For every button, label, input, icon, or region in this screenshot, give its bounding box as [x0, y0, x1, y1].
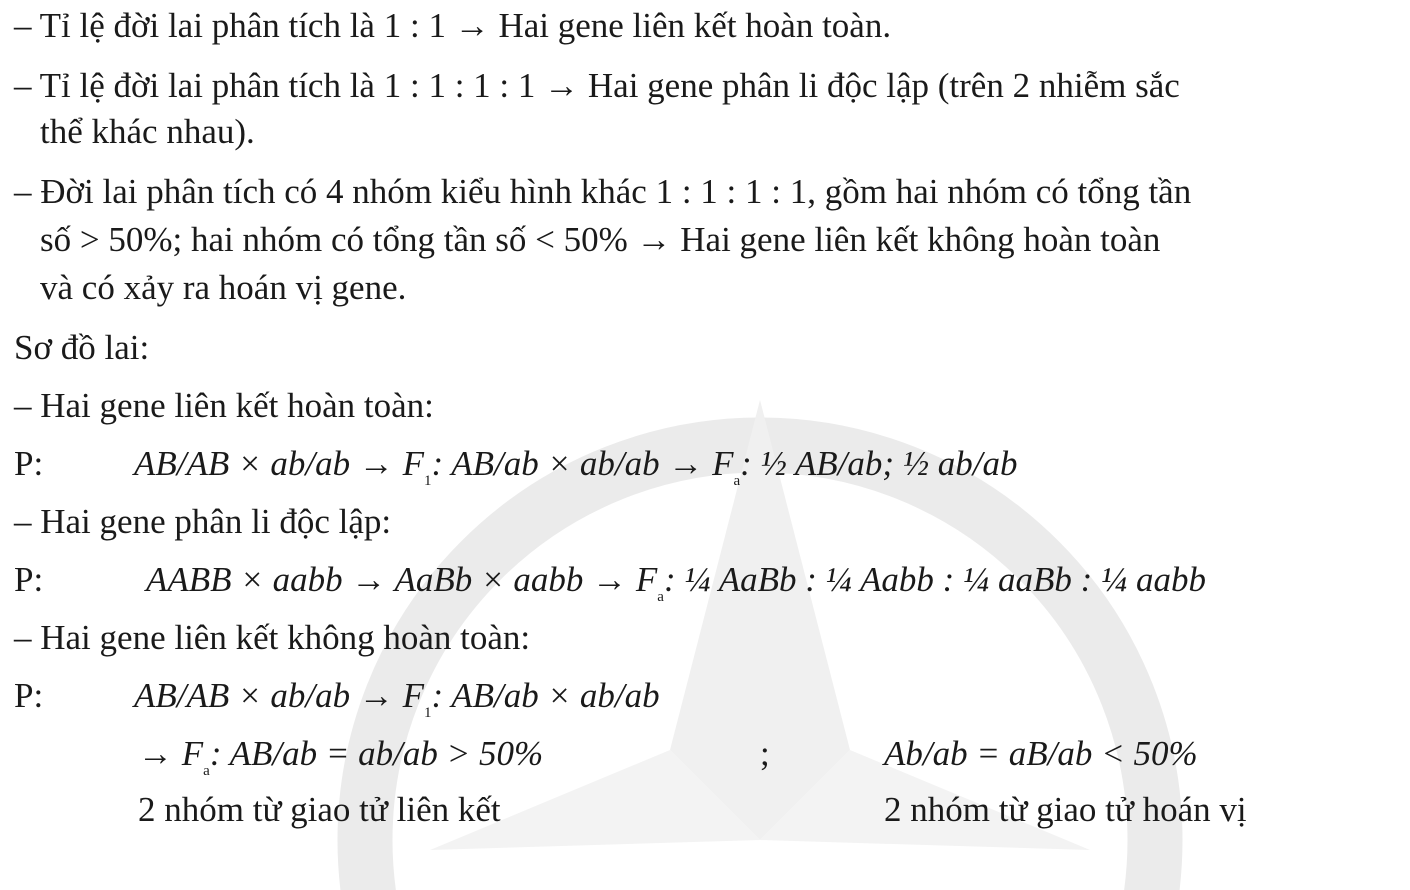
heading-lien-ket-hoan-toan: – Hai gene liên kết hoàn toàn: [14, 386, 434, 425]
formula-4-part-c: Ab/ab = aB/ab < 50% [884, 734, 1198, 773]
formula-4-part-a: → F [138, 734, 204, 773]
p-label-3: P: [14, 676, 44, 715]
text-line-3b: số > 50%; hai nhóm có tổng tần số < 50% → Hai gene liên kết không hoàn toàn [40, 220, 1161, 259]
formula-2-part-a: AABB × aabb → AaBb × aabb → F [146, 560, 658, 599]
sub-1: 1 [423, 473, 432, 489]
formula-1 [134, 442, 1018, 493]
text-line-1: – Tỉ lệ đời lai phân tích là 1 : 1 → Hai gene liên kết hoàn toàn. [14, 6, 892, 45]
formula-4-part-b: : AB/ab = ab/ab > 50% [209, 734, 544, 773]
formula-2-part-b: : ¼ AaBb : ¼ Aabb : ¼ aaBb : ¼ aabb [663, 560, 1207, 599]
formula-4-left [138, 732, 543, 783]
formula-3 [134, 674, 660, 725]
caption-lien-ket: 2 nhóm từ giao tử liên kết [138, 790, 501, 829]
text-line-2b: thể khác nhau). [40, 112, 255, 151]
formula-3-part-a: AB/AB × ab/ab → F [134, 676, 424, 715]
sub-1: 1 [423, 705, 432, 721]
formula-1-part-b: : AB/ab × ab/ab → F [431, 444, 734, 483]
sub-a: a [657, 589, 664, 605]
text-line-3a: – Đời lai phân tích có 4 nhóm kiểu hình khác 1 : 1 : 1 : 1, gồm hai nhóm có tổng tần [14, 172, 1192, 211]
heading-phan-li-doc-lap: – Hai gene phân li độc lập: [14, 502, 392, 541]
formula-4-right [884, 732, 1198, 776]
formula-1-part-c: : ½ AB/ab; ½ ab/ab [740, 444, 1018, 483]
formula-3-part-b: : AB/ab × ab/ab [431, 676, 660, 715]
formula-4-separator: ; [760, 734, 770, 773]
p-label-2: P: [14, 560, 44, 599]
formula-1-part-a: AB/AB × ab/ab → F [134, 444, 424, 483]
caption-hoan-vi: 2 nhóm từ giao tử hoán vị [884, 790, 1247, 829]
formula-2 [146, 558, 1206, 609]
text-line-3c: và có xảy ra hoán vị gene. [40, 268, 407, 307]
sub-a: a [203, 763, 210, 779]
p-label-1: P: [14, 444, 44, 483]
heading-lien-ket-khong-hoan-toan: – Hai gene liên kết không hoàn toàn: [14, 618, 531, 657]
so-do-heading: Sơ đồ lai: [14, 328, 150, 367]
sub-a: a [733, 473, 741, 489]
text-line-2a: – Tỉ lệ đời lai phân tích là 1 : 1 : 1 : 1 → Hai gene phân li độc lập (trên 2 nhiễm sắc [14, 66, 1180, 105]
